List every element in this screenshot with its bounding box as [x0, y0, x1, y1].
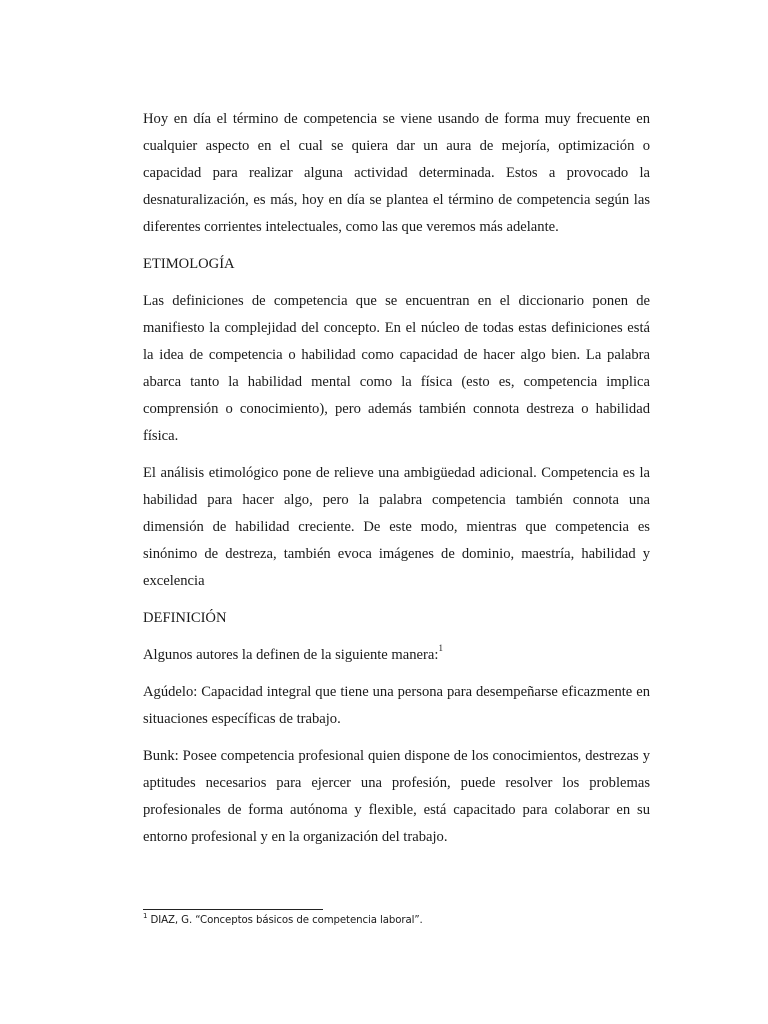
- document-body: [143, 106, 650, 861]
- bunk-definition: Bunk: Posee competencia profesional quien dispone de los conocimientos, destrezas y aptitudes necesarios para ejercer una profesión, puede resolver los problemas profesionales de forma autónoma y flexible, está capacitado para colaborar en su entorno profesional y en la organización del trabajo.: [143, 748, 650, 845]
- etimologia-paragraph-2: El análisis etimológico pone de relieve una ambigüedad adicional. Competencia es la habilidad para hacer algo, pero la palabra competencia también connota una dimensión de habilidad creciente. De este modo, mientras que competencia es sinónimo de destreza, también evoca imágenes de dominio, maestría, habilidad y excelencia: [143, 465, 650, 589]
- footnote-text: DIAZ, G. “Conceptos básicos de competencia laboral”.: [147, 915, 423, 926]
- etimologia-paragraph-1: Las definiciones de competencia que se encuentran en el diccionario ponen de manifiesto la complejidad del concepto. En el núcleo de todas estas definiciones está la idea de competencia o habilidad como capacidad de hacer algo bien. La palabra abarca tanto la habilidad mental como la física (esto es, competencia implica comprensión o conocimiento), pero además también connota destreza o habilidad física.: [143, 293, 650, 444]
- footnote: [143, 911, 423, 926]
- heading-definicion: DEFINICIÓN: [143, 610, 227, 626]
- footnote-separator: [143, 909, 323, 910]
- agudelo-definition: Agúdelo: Capacidad integral que tiene una persona para desempeñarse eficazmente en situaciones específicas de trabajo.: [143, 684, 650, 727]
- footnote-number: 1: [143, 911, 148, 920]
- footnote-reference[interactable]: 1: [438, 643, 443, 654]
- heading-etimologia: ETIMOLOGÍA: [143, 256, 235, 272]
- definicion-intro-paragraph: [143, 642, 650, 669]
- definicion-intro-text: Algunos autores la definen de la siguiente manera:: [143, 647, 439, 663]
- intro-paragraph: Hoy en día el término de competencia se viene usando de forma muy frecuente en cualquier aspecto en el cual se quiera dar un aura de mejoría, optimización o capacidad para realizar alguna actividad determinada. Estos a provocado la desnaturalización, es más, hoy en día se plantea el término de competencia según las diferentes corrientes intelectuales, como las que veremos más adelante.: [143, 111, 650, 235]
